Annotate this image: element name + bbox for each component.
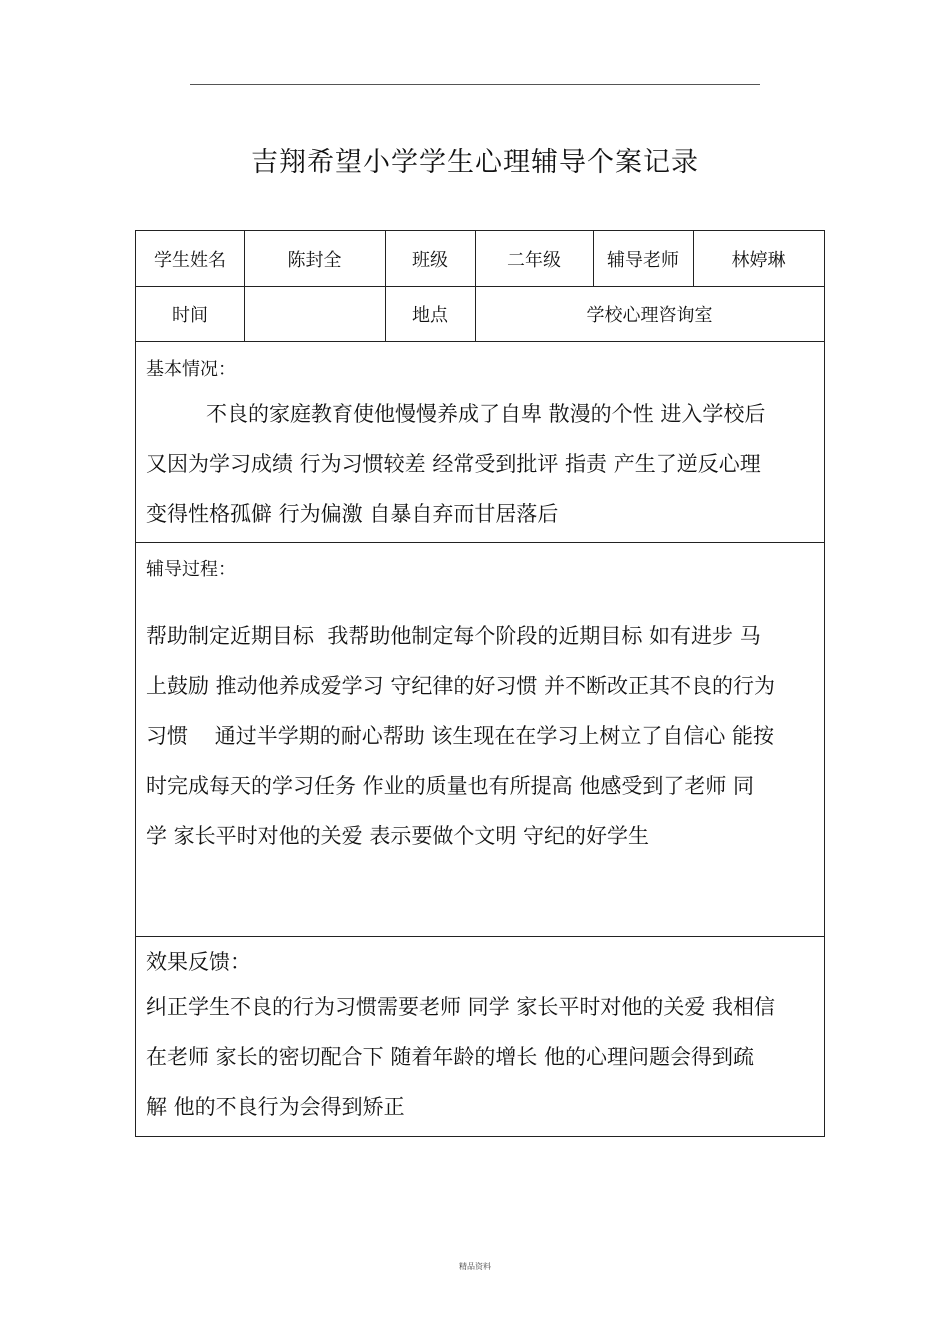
student-name-label: 学生姓名 <box>154 249 226 271</box>
row-divider <box>136 341 824 342</box>
text-line: 又因为学习成绩 行为习惯较差 经常受到批评 指责 产生了逆反心理 <box>146 452 761 476</box>
row-divider <box>136 936 824 937</box>
teacher-label: 辅导老师 <box>607 249 679 271</box>
effect-feedback-text <box>146 982 818 1132</box>
time-label: 时间 <box>172 304 208 326</box>
document-title: 吉翔希望小学学生心理辅导个案记录 <box>251 147 699 178</box>
text-line: 上鼓励 推动他养成爱学习 守纪律的好习惯 并不断改正其不良的行为 <box>146 674 776 698</box>
text-line: 在老师 家长的密切配合下 随着年龄的增长 他的心理问题会得到疏 <box>146 1045 755 1069</box>
teacher-value: 林婷琳 <box>731 249 786 271</box>
time-value <box>244 286 385 341</box>
text-line: 解 他的不良行为会得到矫正 <box>146 1095 405 1119</box>
text-line: 习惯 通过半学期的耐心帮助 该生现在在学习上树立了自信心 能按 <box>146 724 775 748</box>
record-table <box>135 230 825 1137</box>
class-value: 二年级 <box>507 249 561 271</box>
text-line: 时完成每天的学习任务 作业的质量也有所提高 他感受到了老师 同 <box>146 774 755 798</box>
counseling-process-label: 辅导过程： <box>146 559 236 580</box>
student-name-value: 陈封全 <box>287 249 342 271</box>
footer-note: 精品资料 <box>459 1262 491 1271</box>
text-line: 不良的家庭教育使他慢慢养成了自卑 散漫的个性 进入学校后 <box>206 402 766 426</box>
basic-situation-label: 基本情况： <box>146 359 236 380</box>
row-divider <box>136 542 824 543</box>
text-line: 纠正学生不良的行为习惯需要老师 同学 家长平时对他的关爱 我相信 <box>146 995 776 1019</box>
basic-situation-text <box>146 389 818 539</box>
top-rule <box>190 84 760 85</box>
text-line: 帮助制定近期目标 我帮助他制定每个阶段的近期目标 如有进步 马 <box>146 624 761 648</box>
text-line: 变得性格孤僻 行为偏激 自暴自弃而甘居落后 <box>146 502 559 526</box>
location-label: 地点 <box>412 304 448 326</box>
text-line: 学 家长平时对他的关爱 表示要做个文明 守纪的好学生 <box>146 824 650 848</box>
class-label: 班级 <box>412 249 448 271</box>
location-value: 学校心理咨询室 <box>586 304 713 326</box>
effect-feedback-label: 效果反馈： <box>146 950 251 974</box>
counseling-process-text <box>146 611 818 861</box>
